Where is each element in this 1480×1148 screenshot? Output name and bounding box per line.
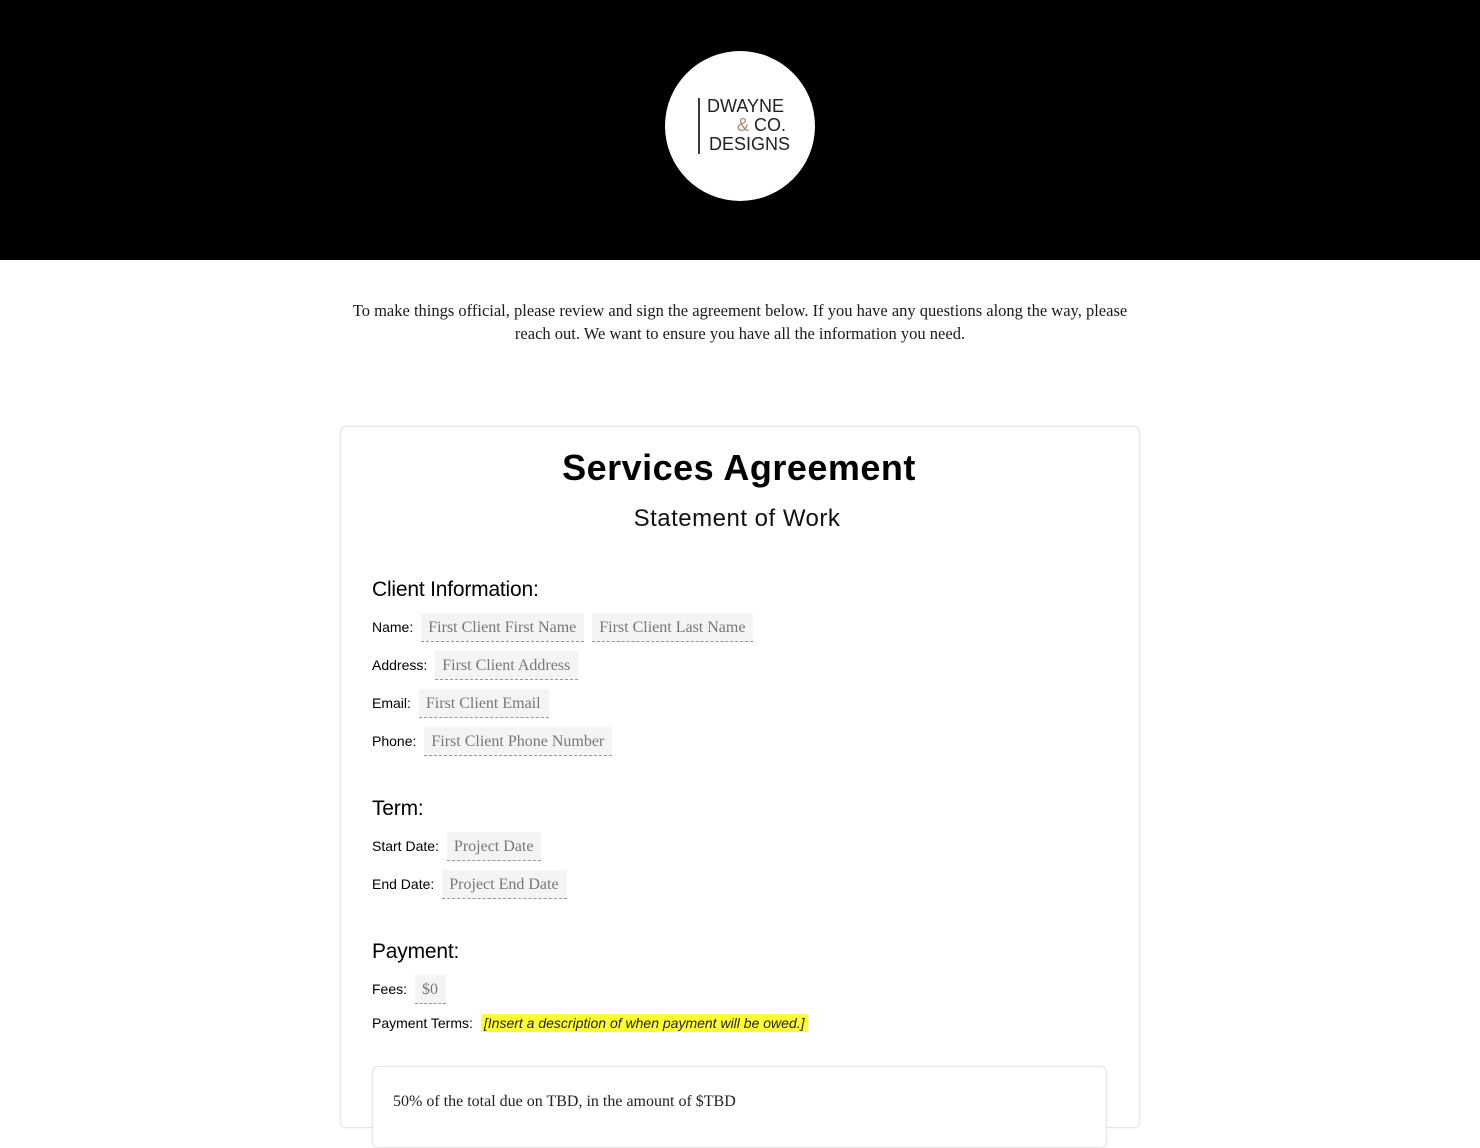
payment-terms-row [372,1008,808,1038]
company-logo [665,51,815,201]
client-info-heading: Client Information: [372,578,539,601]
phone-field[interactable]: First Client Phone Number [424,727,612,756]
start-date-row [372,831,549,861]
email-label: Email: [372,695,411,711]
agreement-title: Services Agreement [562,447,916,488]
logo-line-3: DESIGNS [709,134,791,154]
logo-co: CO. [754,115,787,135]
start-date-label: Start Date: [372,838,439,854]
end-date-field[interactable]: Project End Date [442,870,566,899]
header-banner [0,0,1480,260]
last-name-field[interactable]: First Client Last Name [592,613,753,642]
payment-terms-label: Payment Terms: [372,1015,473,1031]
first-name-field[interactable]: First Client First Name [421,613,584,642]
payment-terms-text[interactable]: [Insert a description of when payment will be owed.] [481,1014,808,1032]
fees-field[interactable]: $0 [415,975,446,1004]
payment-heading: Payment: [372,940,460,963]
logo-line-1: DWAYNE [707,96,785,116]
end-date-label: End Date: [372,876,435,892]
email-field[interactable]: First Client Email [419,689,549,718]
payment-schedule-line: 50% of the total due on TBD, in the amount of $TBD [393,1093,736,1110]
start-date-field[interactable]: Project Date [447,832,542,861]
agreement-subtitle: Statement of Work [633,505,841,532]
term-heading: Term: [372,797,424,820]
name-row [372,612,761,642]
phone-row [372,726,620,756]
end-date-row [372,869,575,899]
name-label: Name: [372,619,414,635]
intro-text: To make things official, please review and sign the agreement below. If you have any questions along the way, please reach out. We want to ensure you have all the information you need. [352,301,1128,343]
fees-label: Fees: [372,981,408,997]
phone-label: Phone: [372,733,417,749]
logo-wordmark [707,97,797,154]
logo-ampersand: & [737,115,750,135]
address-row [372,650,586,680]
logo-bar [698,98,700,154]
address-label: Address: [372,657,428,673]
logo-line-2 [707,116,797,135]
address-field[interactable]: First Client Address [435,651,578,680]
fees-row [372,974,454,1004]
email-row [372,688,557,718]
